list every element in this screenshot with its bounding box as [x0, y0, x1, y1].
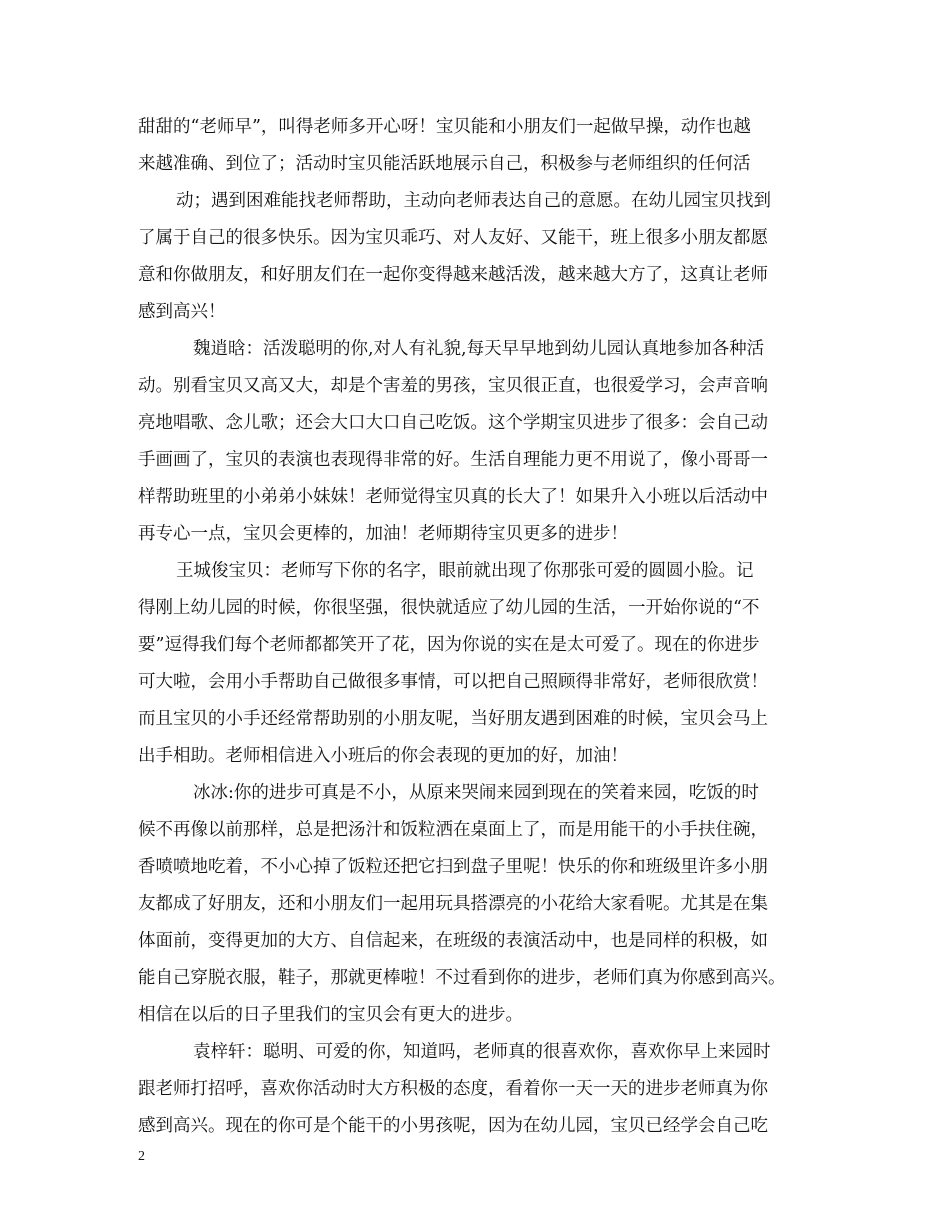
body-text-line: 相信在以后的日子里我们的宝贝会有更大的进步。 [138, 1005, 523, 1025]
body-text-line: 王城俊宝贝：老师写下你的名字，眼前就出现了你那张可爱的圆圆小脸。记 [176, 561, 754, 581]
body-text-line: 再专心一点，宝贝会更棒的，加油！老师期待宝贝更多的进步！ [138, 524, 628, 544]
body-text-line: 候不再像以前那样，总是把汤汁和饭粒洒在桌面上了，而是用能干的小手扶住碗， [138, 820, 768, 840]
body-text-line: 了属于自己的很多快乐。因为宝贝乖巧、对人友好、又能干，班上很多小朋友都愿 [138, 228, 768, 248]
body-text-line: 而且宝贝的小手还经常帮助别的小朋友呢，当好朋友遇到困难的时候，宝贝会马上 [138, 709, 768, 729]
body-text-line: 亮地唱歌、念儿歌；还会大口大口自己吃饭。这个学期宝贝进步了很多：会自己动 [138, 413, 768, 433]
body-text-line: 能自己穿脱衣服，鞋子，那就更棒啦！不过看到你的进步，老师们真为你感到高兴。 [138, 968, 786, 988]
body-text-line: 来越准确、到位了；活动时宝贝能活跃地展示自己，积极参与老师组织的任何活 [138, 154, 751, 174]
body-text-line: 可大啦，会用小手帮助自己做很多事情，可以把自己照顾得非常好，老师很欣赏！ [138, 672, 768, 692]
body-text-line: 意和你做朋友，和好朋友们在一起你变得越来越活泼，越来越大方了，这真让老师 [138, 265, 768, 285]
body-text-line: 要”逗得我们每个老师都都笑开了花，因为你说的实在是太可爱了。现在的你进步 [138, 635, 760, 655]
body-text-line: 出手相助。老师相信进入小班后的你会表现的更加的好，加油！ [138, 746, 628, 766]
body-text-line: 动；遇到困难能找老师帮助，主动向老师表达自己的意愿。在幼儿园宝贝找到 [176, 191, 771, 211]
body-text-line: 体面前，变得更加的大方、自信起来，在班级的表演活动中，也是同样的积极，如 [138, 931, 768, 951]
body-text-line: 跟老师打招呼，喜欢你活动时大方积极的态度，看着你一天一天的进步老师真为你 [138, 1079, 768, 1099]
body-text-line: 袁梓轩：聪明、可爱的你，知道吗，老师真的很喜欢你，喜欢你早上来园时 [193, 1042, 771, 1062]
body-text-line: 手画画了，宝贝的表演也表现得非常的好。生活自理能力更不用说了，像小哥哥一 [138, 450, 768, 470]
body-text-line: 感到高兴。现在的你可是个能干的小男孩呢，因为在幼儿园，宝贝已经学会自己吃 [138, 1116, 768, 1136]
body-text-line: 冰冰:你的进步可真是不小，从原来哭闹来园到现在的笑着来园，吃饭的时 [193, 783, 759, 803]
page-number: 2 [138, 1149, 145, 1164]
body-text-line: 样帮助班里的小弟弟小妹妹！老师觉得宝贝真的长大了！如果升入小班以后活动中 [138, 487, 768, 507]
body-text-line: 友都成了好朋友，还和小朋友们一起用玩具搭漂亮的小花给大家看呢。尤其是在集 [138, 894, 768, 914]
body-text-line: 甜甜的“老师早”，叫得老师多开心呀！宝贝能和小朋友们一起做早操，动作也越 [138, 117, 751, 137]
body-text-line: 香喷喷地吃着，不小心掉了饭粒还把它扫到盘子里呢！快乐的你和班级里许多小朋 [138, 857, 768, 877]
body-text-line: 感到高兴！ [138, 302, 226, 322]
body-text-line: 魏逍晗：活泼聪明的你,对人有礼貌,每天早早地到幼儿园认真地参加各种活 [193, 339, 765, 359]
body-text-line: 得刚上幼儿园的时候，你很坚强，很快就适应了幼儿园的生活，一开始你说的“不 [138, 598, 760, 618]
body-text-line: 动。别看宝贝又高又大，却是个害羞的男孩，宝贝很正直，也很爱学习，会声音响 [138, 376, 768, 396]
